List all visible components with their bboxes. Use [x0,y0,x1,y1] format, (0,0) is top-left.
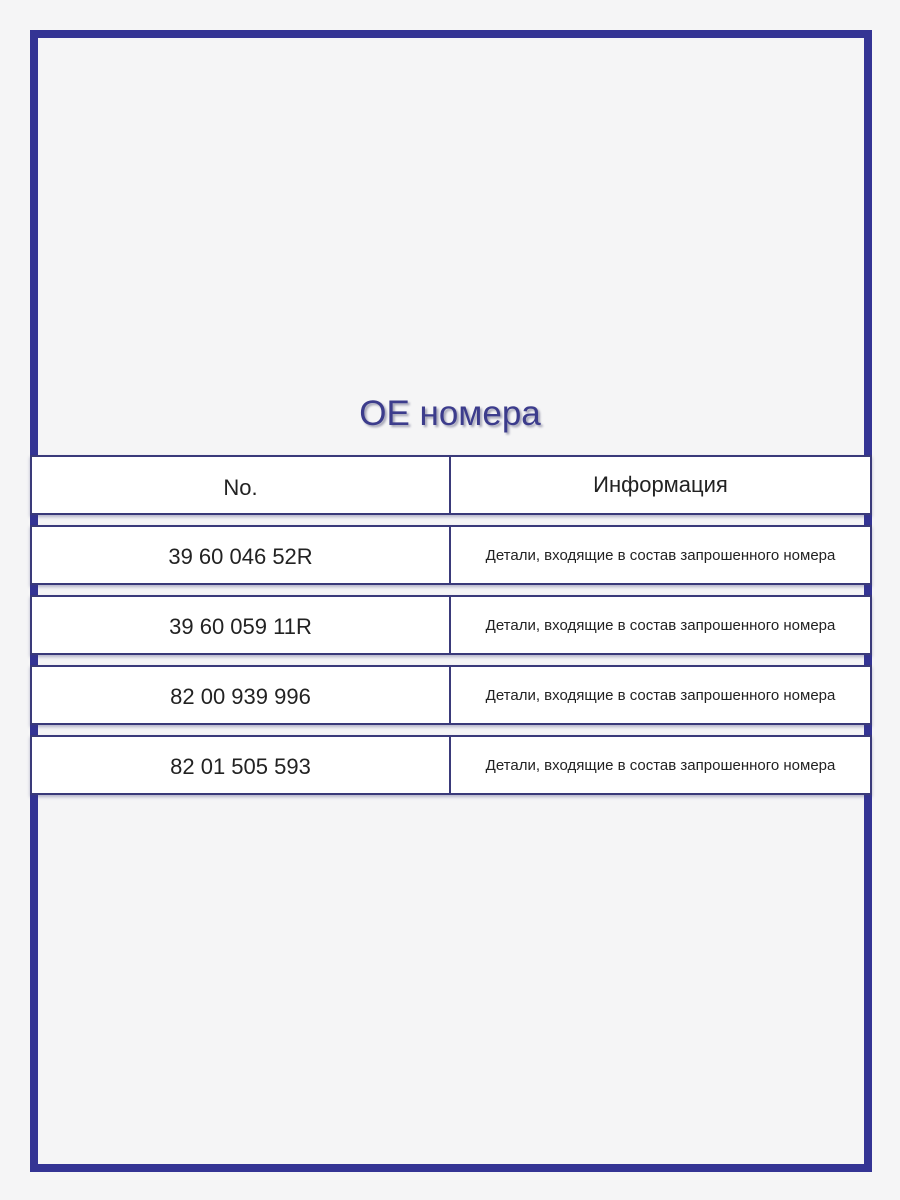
info-cell: Детали, входящие в состав запрошенного номера [485,686,836,704]
table-row [30,595,872,655]
table-row [30,735,872,795]
info-cell: Детали, входящие в состав запрошенного номера [485,546,836,564]
info-cell: Детали, входящие в состав запрошенного номера [485,756,836,774]
table-row [30,665,872,725]
column-header-no: No. [32,457,451,513]
table-row [30,525,872,585]
oe-number-cell: 82 01 505 593 [32,737,451,793]
oe-number-cell: 39 60 046 52R [32,527,451,583]
oe-number-cell: 39 60 059 11R [32,597,451,653]
oe-number-cell: 82 00 939 996 [32,667,451,723]
info-cell: Детали, входящие в состав запрошенного номера [485,616,836,634]
column-header-info: Информация [593,472,728,497]
table-header-row [30,455,872,515]
oe-numbers-table [30,455,872,805]
page-title: OE номера [359,394,541,433]
